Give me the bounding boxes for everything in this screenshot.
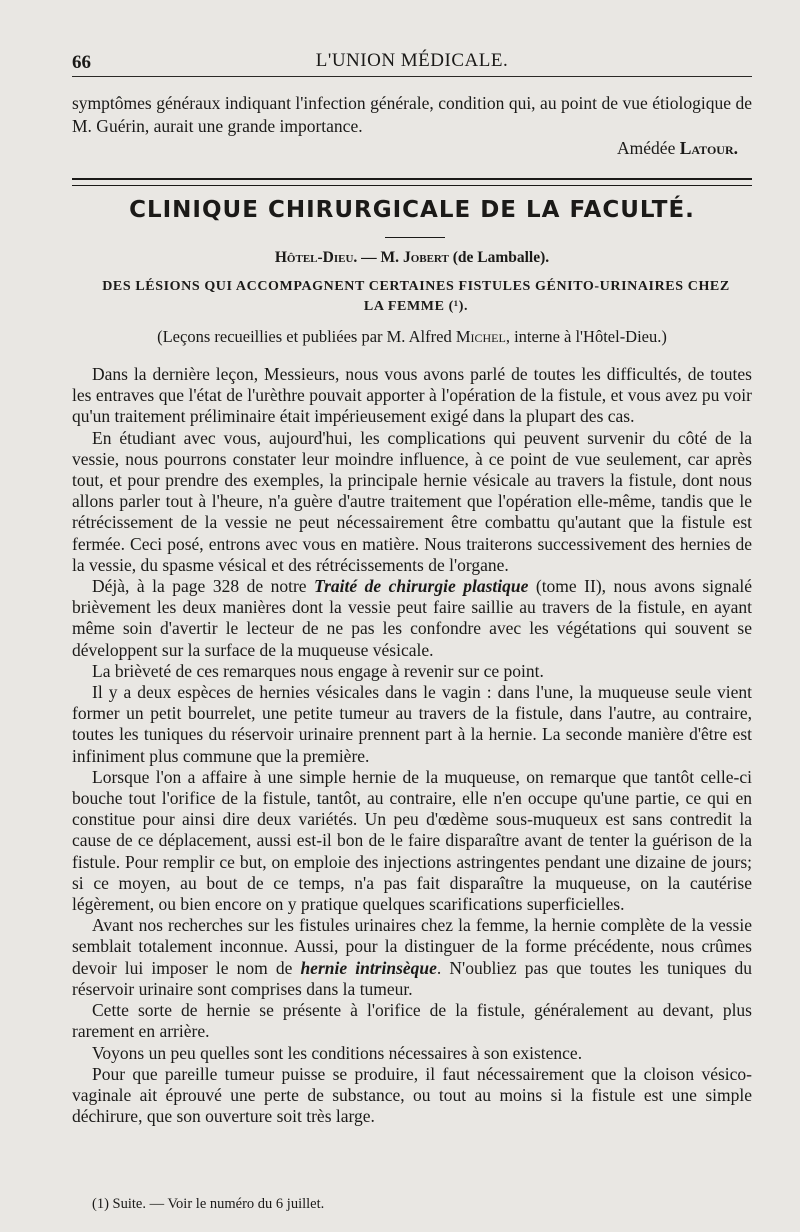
intro-paragraph: symptômes généraux indiquant l'infection générale, condition qui, au point de vue étiologique de M. Guérin, aurait une grande importance. bbox=[72, 93, 752, 136]
section-divider bbox=[72, 178, 752, 186]
running-head bbox=[72, 46, 752, 77]
signature-first-name: Amédée bbox=[617, 138, 680, 158]
surgeon-name: Jobert bbox=[402, 249, 449, 266]
paragraph-8: Cette sorte de hernie se présente à l'orifice de la fistule, généralement au devant, plus rarement en arrière. bbox=[72, 1000, 752, 1042]
page-number: 66 bbox=[72, 52, 91, 73]
paragraph-10: Pour que pareille tumeur puisse se produire, il faut nécessairement que la cloison vésico-vaginale ait éprouvé une perte de substance, ou tout au moins si la fistule est une simple déchirure, que son ouverture soit très large. bbox=[72, 1063, 752, 1127]
p7-text-before: Avant nos recherches sur les fistules urinaires chez la femme, la hernie complète de la vessie semblait totalement inconnue. Aussi, pour la distinguer de la forme précédente, nous crûmes devoir lui imposer le nom de bbox=[72, 915, 752, 978]
p7-text-after: . N'oubliez pas que toutes les tuniques du réservoir urinaire sont comprises dans la tumeur. bbox=[72, 957, 752, 999]
p3-text-before: Déjà, à la page 328 de notre bbox=[92, 576, 315, 597]
location-name: Hôtel-Dieu. bbox=[274, 249, 358, 266]
section-title: CLINIQUE CHIRURGICALE DE LA FACULTÉ. bbox=[129, 197, 695, 223]
term-italic: hernie intrinsèque bbox=[300, 957, 437, 978]
p3-text-after: (tome II), nous avons signalé brièvement les deux manières dont la vessie peut faire saillie au travers de la fistule, en ayant même soin d'avertir le lecteur de ne pas les confondre avec les végétations qui souvent se développent sur la surface de la muqueuse vésicale. bbox=[72, 576, 752, 660]
attribution bbox=[72, 327, 752, 347]
attribution-prefix: (Leçons recueillies et publiées par M. Alfred bbox=[157, 327, 456, 346]
book-title: Traité de chirurgie plastique bbox=[314, 576, 529, 597]
paragraph-2: En étudiant avec vous, aujourd'hui, les complications qui peuvent survenir du côté de la vessie, nous pourrons constater leur moindre influence, à ce point de vue seulement, car après tout, et pour prendre des exemples, la principale hernie vésicale au travers la fistule, dont nous allons parler tout à l'heure, n'a guère d'autre traitement que l'opération elle-même, tandis que le rétrécissement de la vessie ne peut nécessairement être combattu qu'autant que la fistule est fermée. Ceci posé, entrons avec vous en matière. Nous traiterons successivement des hernies de la vessie, du spasme vésical et des rétrécissements de l'organe. bbox=[72, 427, 752, 575]
article-body bbox=[72, 364, 752, 1127]
author-signature bbox=[617, 138, 738, 159]
surgeon-place: (de Lamballe). bbox=[448, 249, 550, 266]
paragraph-7 bbox=[72, 915, 752, 1000]
paragraph-1: Dans la dernière leçon, Messieurs, nous vous avons parlé de toutes les difficultés, de toutes les entraves que l'état de l'urèthre pouvait apporter à l'opération de la fistule, et vous avez pu voir qu'un traitement préliminaire était impérieusement exigé dans la plupart des cas. bbox=[72, 364, 752, 427]
location-dash: — M. bbox=[357, 249, 403, 266]
paragraph-6: Lorsque l'on a affaire à une simple hernie de la muqueuse, on remarque que tantôt celle-ci bouche tout l'orifice de la fistule, tantôt, au contraire, elle n'en occupe qu'une partie, ce qui en constitue pour ainsi dire deux variétés. Un peu d'œdème sous-muqueux est sans contredit la cause de ce déplacement, aussi est-il bon de le faire disparaître avant de tenter la guérison de la fistule. Pour remplir ce but, on emploie des injections astringentes pendant une dizaine de jours; si ce moyen, au bout de ce temps, n'a pas fait disparaître la muqueuse, on la cautérise légèrement, ou bien encore on y pratique quelques scarifications superficielles. bbox=[72, 766, 752, 915]
paragraph-9: Voyons un peu quelles sont les conditions nécessaires à son existence. bbox=[92, 1042, 583, 1063]
attribution-name: Michel bbox=[455, 327, 506, 346]
journal-title: L'UNION MÉDICALE. bbox=[315, 50, 509, 71]
title-rule bbox=[385, 237, 445, 238]
paragraph-5: Il y a deux espèces de hernies vésicales dans le vagin : dans l'une, la muqueuse seule vient former un petit bourrelet, une petite tumeur au travers de la fistule, dans l'autre, au contraire, toutes les tuniques du réservoir urinaire prennent part à la hernie. La seconde manière d'être est infiniment plus commune que la première. bbox=[72, 682, 752, 766]
footnote: (1) Suite. — Voir le numéro du 6 juillet. bbox=[92, 1196, 325, 1212]
signature-last-name: Latour. bbox=[679, 138, 738, 158]
lecture-title: DES LÉSIONS QUI ACCOMPAGNENT CERTAINES FISTULES GÉNITO-URINAIRES CHEZ LA FEMME (¹). bbox=[102, 279, 730, 314]
paragraph-4: La brièveté de ces remarques nous engage à revenir sur ce point. bbox=[92, 660, 544, 681]
attribution-suffix: , interne à l'Hôtel-Dieu.) bbox=[505, 327, 667, 346]
paragraph-3 bbox=[72, 576, 752, 661]
lecture-location bbox=[72, 249, 752, 267]
